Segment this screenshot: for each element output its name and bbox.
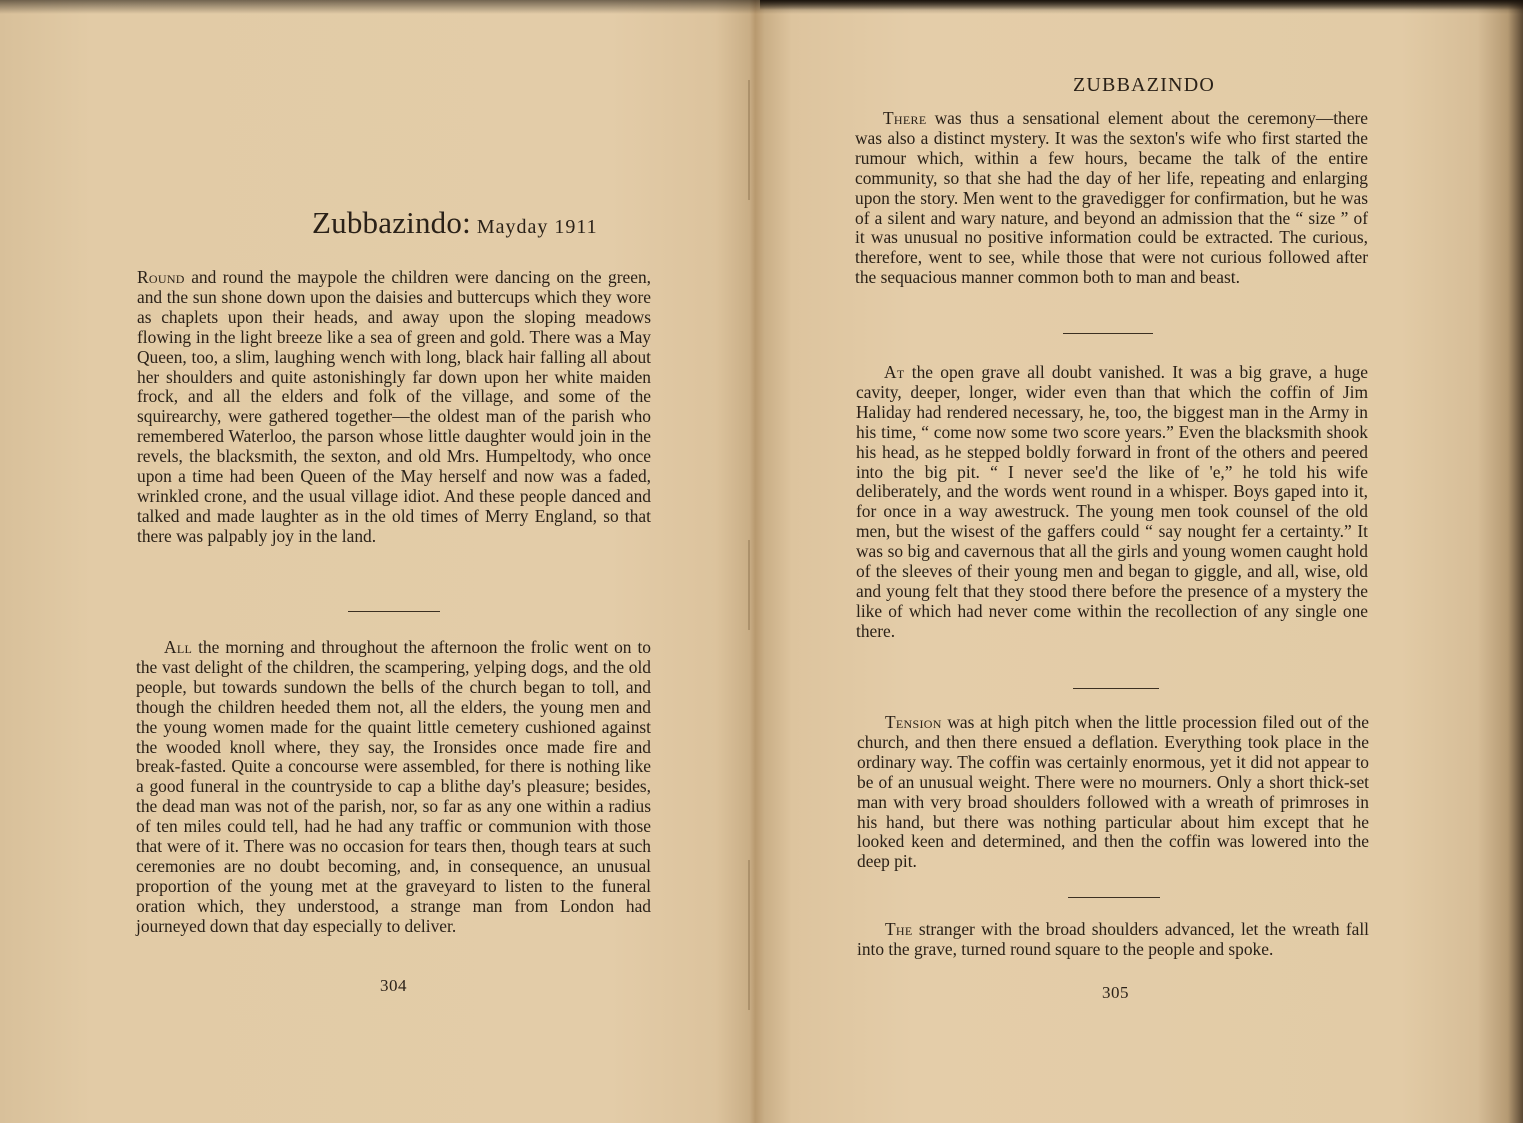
paragraph-lead-word: Tension [885,712,942,732]
paragraph-lead-word: All [164,637,193,657]
section-divider [348,611,440,612]
paragraph-text: the open grave all doubt vanished. It was a big grave, a huge cavity, deeper, longer, wider even than that which the coffin of Jim Haliday had rendered necessary, he, too, the biggest man in the Army in his time, “ come now some two score years.” Even the blacksmith shook his head, as he stepped boldly forward in front of the others and peered into the big pit. “ I never see'd the like of 'e,” he told his wife deliberately, and the words went round in a whisper. Boys gaped into it, for once in a way awestruck. The young men took counsel of the old men, but the wisest of the gaffers could “ say nought fer a certainty.” It was so big and cavernous that all the girls and young women caught hold of the sleeves of their young men and began to giggle, and all, wise, old and young felt that they stood there before the presence of a mystery the like of which had never come within the recollection of any single one there. [856,362,1368,641]
left-page [0,0,750,1123]
left-paragraph-2 [136,638,651,937]
paragraph-lead-word: At [884,362,905,382]
section-divider [1068,897,1160,898]
paragraph-lead-word: The [885,919,913,939]
paragraph-text: stranger with the broad shoulders advanced, let the wreath fall into the grave, turned round square to the people and spoke. [857,919,1369,959]
page-number: 305 [1102,983,1129,1002]
right-paragraph-3 [857,713,1369,872]
right-page [760,0,1523,1123]
right-paragraph-1 [855,109,1368,288]
chapter-title [312,205,672,241]
section-divider [1063,333,1153,334]
paragraph-lead-word: Round [137,267,185,287]
right-paragraph-4 [857,920,1369,960]
paragraph-lead-word: There [883,108,927,128]
gutter-crease [748,80,750,200]
gutter-crease [748,860,750,1010]
left-paragraph-1 [137,268,651,547]
paragraph-text: was at high pitch when the little procession filed out of the church, and then there ensued a deflation. Everything took place in the ordinary way. The coffin was certainly enormous, yet it did not appear to be of an unusual weight. There were no mourners. Only a short thick-set man with very broad shoulders followed with a wreath of primroses in his hand, but there was nothing particular about him except that he looked keen and determined, and then the coffin was lowered into the deep pit. [857,712,1369,872]
running-head: ZUBBAZINDO [1073,74,1215,96]
section-divider [1073,688,1159,689]
gutter-crease [748,540,750,630]
paragraph-text: the morning and throughout the afternoon the frolic went on to the vast delight of the children, the scampering, yelping dogs, and the old people, but towards sundown the bells of the church began to toll, and though the children heeded them not, all the elders, the young men and the young women made for the quaint little cemetery cushioned against the wooded knoll where, they say, the Ironsides once made fire and break-fasted. Quite a concourse were assembled, for there is nothing like a good funeral in the countryside to cap a blithe day's pleasure; besides, the dead man was not of the parish, nor, so far as any one within a radius of ten miles could tell, had he had any traffic or communion with those that were of it. There was no occasion for tears then, though tears at such ceremonies are no doubt becoming, and, in consequence, an unusual proportion of the young met at the graveyard to listen to the funeral oration which, they understood, a strange man from London had journeyed down that day especially to deliver. [136,637,651,936]
paragraph-text: and round the maypole the children were dancing on the green, and the sun shone down upon the daisies and buttercups which they wore as chaplets upon their heads, and away upon the sloping meadows flowing in the light breeze like a sea of green and gold. There was a May Queen, too, a slim, laughing wench with long, black hair falling all about her shoulders and quite astonishingly far down upon her white maiden frock, and all the elders and folk of the village, and some of the squirearchy, were gathered together—the oldest man of the parish who remembered Waterloo, the parson whose little daughter would join in the revels, the blacksmith, the sexton, and old Mrs. Humpeltody, who once upon a time had been Queen of the May herself and now was a faded, wrinkled crone, and the usual village idiot. And these people danced and talked and made laughter as in the old times of Merry England, so that there was palpably joy in the land. [137,267,651,546]
right-paragraph-2 [856,363,1368,642]
chapter-title-date: Mayday 1911 [476,216,598,238]
paragraph-text: was thus a sensational element about the ceremony—there was also a distinct mystery. It was the sexton's wife who first started the rumour which, within a few hours, became the talk of the entire community, so that she had the day of her life, repeating and enlarging upon the story. Men went to the gravedigger for confirmation, but he was of a silent and wary nature, and beyond an admission that the “ size ” of it was unusual no positive information could be extracted. The curious, therefore, went to see, while those that were not curious followed after the sequacious manner common both to man and beast. [855,108,1368,288]
page-number: 304 [380,976,407,995]
chapter-title-main: Zubbazindo: [312,205,471,240]
